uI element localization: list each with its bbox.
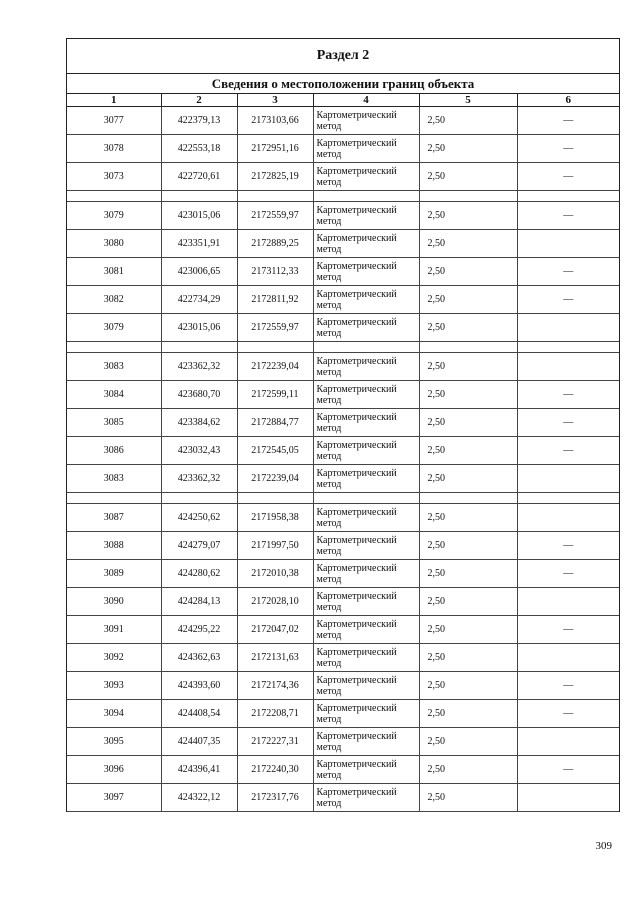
boundary-table [67, 94, 619, 812]
description-cell: — [517, 756, 619, 784]
method-cell: Картометрический метод [313, 616, 419, 644]
separator-cell [419, 191, 517, 202]
method-cell: Картометрический метод [313, 286, 419, 314]
table-row [67, 353, 619, 381]
accuracy-cell: 2,50 [419, 230, 517, 258]
y-coordinate-cell: 2172559,97 [237, 314, 313, 342]
x-coordinate-cell: 424279,07 [161, 532, 237, 560]
table-row [67, 560, 619, 588]
description-cell [517, 588, 619, 616]
point-number-cell: 3081 [67, 258, 161, 286]
table-row [67, 202, 619, 230]
separator-cell [313, 191, 419, 202]
description-cell: — [517, 381, 619, 409]
method-cell: Картометрический метод [313, 381, 419, 409]
point-number-cell: 3095 [67, 728, 161, 756]
point-number-cell: 3085 [67, 409, 161, 437]
description-cell: — [517, 135, 619, 163]
accuracy-cell: 2,50 [419, 644, 517, 672]
table-row [67, 163, 619, 191]
accuracy-cell: 2,50 [419, 532, 517, 560]
method-cell: Картометрический метод [313, 437, 419, 465]
x-coordinate-cell: 424284,13 [161, 588, 237, 616]
y-coordinate-cell: 2172951,16 [237, 135, 313, 163]
method-cell: Картометрический метод [313, 756, 419, 784]
method-cell: Картометрический метод [313, 314, 419, 342]
separator-cell [419, 342, 517, 353]
point-number-cell: 3088 [67, 532, 161, 560]
col-header-2: 2 [161, 94, 237, 107]
table-row [67, 588, 619, 616]
table-row [67, 644, 619, 672]
y-coordinate-cell: 2172317,76 [237, 784, 313, 812]
point-number-cell: 3093 [67, 672, 161, 700]
description-cell [517, 314, 619, 342]
x-coordinate-cell: 423680,70 [161, 381, 237, 409]
description-cell [517, 644, 619, 672]
point-number-cell: 3096 [67, 756, 161, 784]
y-coordinate-cell: 2172047,02 [237, 616, 313, 644]
separator-cell [313, 342, 419, 353]
y-coordinate-cell: 2171997,50 [237, 532, 313, 560]
section-title: Раздел 2 [67, 39, 619, 74]
point-number-cell: 3083 [67, 465, 161, 493]
separator-cell [237, 342, 313, 353]
accuracy-cell: 2,50 [419, 381, 517, 409]
method-cell: Картометрический метод [313, 532, 419, 560]
table-row [67, 409, 619, 437]
table-row [67, 381, 619, 409]
header-row [67, 94, 619, 107]
table-row [67, 728, 619, 756]
accuracy-cell: 2,50 [419, 286, 517, 314]
accuracy-cell: 2,50 [419, 616, 517, 644]
description-cell: — [517, 163, 619, 191]
separator-row [67, 493, 619, 504]
point-number-cell: 3092 [67, 644, 161, 672]
x-coordinate-cell: 422734,29 [161, 286, 237, 314]
y-coordinate-cell: 2172227,31 [237, 728, 313, 756]
table-row [67, 286, 619, 314]
y-coordinate-cell: 2172599,11 [237, 381, 313, 409]
separator-cell [419, 493, 517, 504]
point-number-cell: 3087 [67, 504, 161, 532]
method-cell: Картометрический метод [313, 258, 419, 286]
separator-cell [517, 342, 619, 353]
method-cell: Картометрический метод [313, 135, 419, 163]
method-cell: Картометрический метод [313, 560, 419, 588]
table-row [67, 616, 619, 644]
x-coordinate-cell: 424250,62 [161, 504, 237, 532]
description-cell [517, 504, 619, 532]
accuracy-cell: 2,50 [419, 728, 517, 756]
col-header-1: 1 [67, 94, 161, 107]
separator-cell [237, 493, 313, 504]
y-coordinate-cell: 2171958,38 [237, 504, 313, 532]
description-cell: — [517, 437, 619, 465]
col-header-5: 5 [419, 94, 517, 107]
table-row [67, 258, 619, 286]
accuracy-cell: 2,50 [419, 353, 517, 381]
x-coordinate-cell: 423015,06 [161, 202, 237, 230]
table-row [67, 437, 619, 465]
method-cell: Картометрический метод [313, 409, 419, 437]
accuracy-cell: 2,50 [419, 202, 517, 230]
accuracy-cell: 2,50 [419, 135, 517, 163]
y-coordinate-cell: 2172825,19 [237, 163, 313, 191]
description-cell: — [517, 409, 619, 437]
point-number-cell: 3089 [67, 560, 161, 588]
table-subtitle: Сведения о местоположении границ объекта [67, 74, 619, 94]
method-cell: Картометрический метод [313, 588, 419, 616]
separator-row [67, 191, 619, 202]
method-cell: Картометрический метод [313, 107, 419, 135]
x-coordinate-cell: 422379,13 [161, 107, 237, 135]
table-row [67, 532, 619, 560]
col-header-4: 4 [313, 94, 419, 107]
accuracy-cell: 2,50 [419, 504, 517, 532]
point-number-cell: 3078 [67, 135, 161, 163]
y-coordinate-cell: 2172240,30 [237, 756, 313, 784]
point-number-cell: 3083 [67, 353, 161, 381]
x-coordinate-cell: 423032,43 [161, 437, 237, 465]
table-row [67, 672, 619, 700]
method-cell: Картометрический метод [313, 353, 419, 381]
description-cell: — [517, 700, 619, 728]
description-cell: — [517, 258, 619, 286]
method-cell: Картометрический метод [313, 163, 419, 191]
description-cell: — [517, 107, 619, 135]
description-cell: — [517, 672, 619, 700]
separator-cell [67, 342, 161, 353]
separator-cell [517, 493, 619, 504]
col-header-6: 6 [517, 94, 619, 107]
method-cell: Картометрический метод [313, 644, 419, 672]
page-number: 309 [595, 840, 612, 852]
separator-cell [161, 342, 237, 353]
x-coordinate-cell: 424322,12 [161, 784, 237, 812]
accuracy-cell: 2,50 [419, 672, 517, 700]
separator-cell [237, 191, 313, 202]
separator-cell [67, 493, 161, 504]
separator-cell [517, 191, 619, 202]
y-coordinate-cell: 2172559,97 [237, 202, 313, 230]
x-coordinate-cell: 423015,06 [161, 314, 237, 342]
separator-cell [313, 493, 419, 504]
x-coordinate-cell: 422720,61 [161, 163, 237, 191]
accuracy-cell: 2,50 [419, 560, 517, 588]
accuracy-cell: 2,50 [419, 588, 517, 616]
description-cell [517, 353, 619, 381]
description-cell: — [517, 202, 619, 230]
separator-row [67, 342, 619, 353]
document-sheet [66, 38, 620, 812]
point-number-cell: 3073 [67, 163, 161, 191]
method-cell: Картометрический метод [313, 672, 419, 700]
accuracy-cell: 2,50 [419, 107, 517, 135]
x-coordinate-cell: 423351,91 [161, 230, 237, 258]
separator-cell [161, 493, 237, 504]
x-coordinate-cell: 424362,63 [161, 644, 237, 672]
x-coordinate-cell: 423362,32 [161, 465, 237, 493]
accuracy-cell: 2,50 [419, 437, 517, 465]
separator-cell [67, 191, 161, 202]
y-coordinate-cell: 2172889,25 [237, 230, 313, 258]
point-number-cell: 3082 [67, 286, 161, 314]
method-cell: Картометрический метод [313, 230, 419, 258]
method-cell: Картометрический метод [313, 728, 419, 756]
x-coordinate-cell: 423362,32 [161, 353, 237, 381]
table-body [67, 107, 619, 812]
table-row [67, 314, 619, 342]
point-number-cell: 3090 [67, 588, 161, 616]
x-coordinate-cell: 423384,62 [161, 409, 237, 437]
point-number-cell: 3086 [67, 437, 161, 465]
accuracy-cell: 2,50 [419, 756, 517, 784]
y-coordinate-cell: 2172131,63 [237, 644, 313, 672]
y-coordinate-cell: 2172208,71 [237, 700, 313, 728]
table-row [67, 504, 619, 532]
point-number-cell: 3080 [67, 230, 161, 258]
x-coordinate-cell: 424408,54 [161, 700, 237, 728]
y-coordinate-cell: 2172174,36 [237, 672, 313, 700]
point-number-cell: 3079 [67, 314, 161, 342]
y-coordinate-cell: 2173112,33 [237, 258, 313, 286]
description-cell [517, 728, 619, 756]
x-coordinate-cell: 424407,35 [161, 728, 237, 756]
table-row [67, 230, 619, 258]
description-cell: — [517, 616, 619, 644]
description-cell: — [517, 560, 619, 588]
description-cell [517, 784, 619, 812]
description-cell: — [517, 286, 619, 314]
col-header-3: 3 [237, 94, 313, 107]
table-row [67, 135, 619, 163]
y-coordinate-cell: 2172239,04 [237, 353, 313, 381]
table-row [67, 756, 619, 784]
point-number-cell: 3094 [67, 700, 161, 728]
method-cell: Картометрический метод [313, 504, 419, 532]
accuracy-cell: 2,50 [419, 700, 517, 728]
accuracy-cell: 2,50 [419, 409, 517, 437]
table-row [67, 465, 619, 493]
description-cell [517, 230, 619, 258]
accuracy-cell: 2,50 [419, 258, 517, 286]
x-coordinate-cell: 424280,62 [161, 560, 237, 588]
description-cell: — [517, 532, 619, 560]
accuracy-cell: 2,50 [419, 163, 517, 191]
description-cell [517, 465, 619, 493]
point-number-cell: 3091 [67, 616, 161, 644]
accuracy-cell: 2,50 [419, 784, 517, 812]
x-coordinate-cell: 423006,65 [161, 258, 237, 286]
point-number-cell: 3084 [67, 381, 161, 409]
method-cell: Картометрический метод [313, 465, 419, 493]
y-coordinate-cell: 2172884,77 [237, 409, 313, 437]
table-row [67, 107, 619, 135]
accuracy-cell: 2,50 [419, 465, 517, 493]
y-coordinate-cell: 2172239,04 [237, 465, 313, 493]
y-coordinate-cell: 2172811,92 [237, 286, 313, 314]
y-coordinate-cell: 2172545,05 [237, 437, 313, 465]
table-row [67, 700, 619, 728]
y-coordinate-cell: 2173103,66 [237, 107, 313, 135]
point-number-cell: 3077 [67, 107, 161, 135]
table-row [67, 784, 619, 812]
x-coordinate-cell: 424396,41 [161, 756, 237, 784]
point-number-cell: 3079 [67, 202, 161, 230]
separator-cell [161, 191, 237, 202]
y-coordinate-cell: 2172028,10 [237, 588, 313, 616]
x-coordinate-cell: 424295,22 [161, 616, 237, 644]
y-coordinate-cell: 2172010,38 [237, 560, 313, 588]
method-cell: Картометрический метод [313, 202, 419, 230]
accuracy-cell: 2,50 [419, 314, 517, 342]
point-number-cell: 3097 [67, 784, 161, 812]
x-coordinate-cell: 422553,18 [161, 135, 237, 163]
method-cell: Картометрический метод [313, 700, 419, 728]
x-coordinate-cell: 424393,60 [161, 672, 237, 700]
method-cell: Картометрический метод [313, 784, 419, 812]
